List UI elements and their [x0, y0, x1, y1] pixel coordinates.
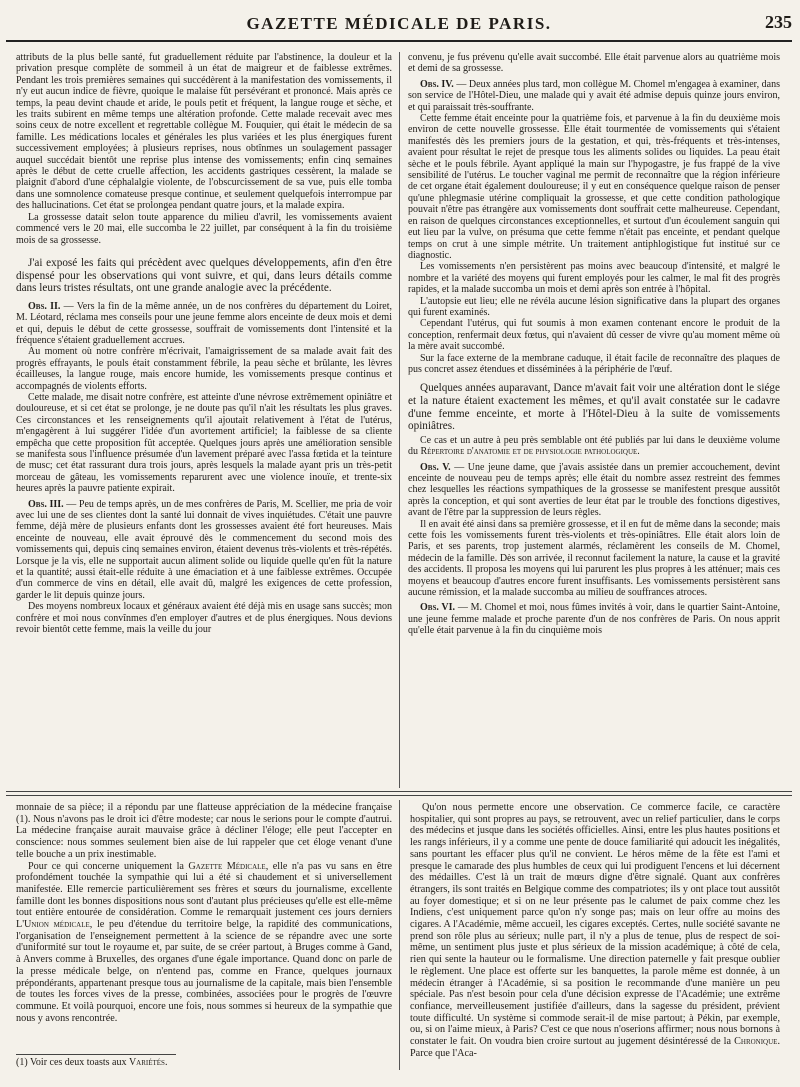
paragraph-text: Ce cas et un autre à peu près semblable ont été publiés par lui dans le deuxième volume du	[408, 434, 780, 458]
paragraph: Cette malade, me disait notre confrère, est atteinte d'une névrose extrêmement opiniâtre et douloureuse, et si cet état se prolonge, je ne doute pas qu'il n'ait les résultats les plus graves. Ces circonstances et les renseignements qu'il ajoutait relativement à l'état de l'utérus, m'engagèrent à lui suggérer l'idée d'un avortement artificiel; la faiblesse de sa cliente empêcha que cette proposition fût acceptée. Quelques jours après une amélioration sensible se manifesta sous l'influence présumée d'un lavement préparé avec l'assa fœtida et la teinture de musc; cet état rassurant dura trois jours, après lesquels la malade ayant pris un très-petit morceau de gâteau, les vomissements reparurent avec une violence inouïe, et trente-six heures après la pauvre patiente expirait.	[16, 391, 392, 495]
paragraph: Les vomissements n'en persistèrent pas moins avec beaucoup d'intensité, et malgré le nombre et la variété des moyens qui furent employés pour les calmer, le mal fit des progrès rapides, et la malade succomba un mois et demi après son entrée à l'hôpital.	[408, 261, 780, 296]
paragraph: L'autopsie eut lieu; elle ne révéla aucune lésion significative dans la plupart des organes qui furent examinés.	[408, 295, 780, 318]
paragraph: La grossesse datait selon toute apparence du milieu d'avril, les vomissements avaient commencé vers le 20 mai, elle succomba le 22 juillet, par conséquent à la fin du troisième mois de sa grossesse.	[16, 211, 392, 246]
observation-text: — Peu de temps après, un de mes confrères de Paris, M. Scellier, me pria de voir avec lui une de ses clientes dont la santé lui donnait de vives inquiétudes. C'était une pauvre femme, déjà mère de plusieurs enfants dont les grossesses avaient été fort heureuses. Mais enceinte de nouveau, elle avait éprouvé dès le commencement du second mois des vomissements qui, depuis cinq semaines environ, étaient devenus très-violents et très-répétés. Lorsque je la vis, elle ne supportait aucun aliment solide ou liquide quelle qu'en fût la nature et la quantité; aussi était-elle réduite à une émaciation et à une faiblesse extrêmes. Occupée d'un commerce de vins en détail, elle avait dû, malgré les exigences de cette profession, garder le lit depuis quinze jours.	[16, 498, 392, 601]
lead-paragraph: J'ai exposé les faits qui précèdent avec quelques développements, afin d'en être dispensé pour les observations qui vont suivre, et qui, dans leurs détails comme dans leurs tristes résultats, ont une grande analogie avec la précédente.	[16, 256, 392, 295]
paragraph: Cependant l'utérus, qui fut soumis à mon examen contenant encore le produit de la conception, renfermait deux fœtus, qui n'avaient dû cesser de vivre qu'au moment même où la mère avait succombé.	[408, 318, 780, 353]
observation-3	[16, 499, 392, 602]
journal-reference: Répertoire d'anatomie et de physiologie pathologique.	[420, 446, 640, 458]
paragraph: Sur la face externe de la membrane caduque, il était facile de reconnaître des plaques de pus concret assez étendues et disséminées à la périphérie de l'œuf.	[408, 352, 780, 375]
observation-text: — Vers la fin de la même année, un de nos confrères du département du Loiret, M. Léotard, réclama mes conseils pour une jeune femme alors enceinte de deux mois et demi et qui, depuis le début de cette grossesse, souffrait de vomissements dont l'intensité et la fréquence s'étaient graduellement accrues.	[16, 300, 392, 346]
footnote	[16, 1057, 386, 1068]
paragraph: Au moment où notre confrère m'écrivait, l'amaigrissement de sa malade avait fait des progrès effrayants, le pouls était constamment fébrile, la peau sèche et brûlante, les lèvres écailleuses, la langue rouge, mais encore humide, les vomissements presque continus et accompagnés de violents efforts.	[16, 346, 392, 392]
upper-left-column	[16, 52, 392, 790]
observation-5	[408, 462, 780, 519]
journal-title: GAZETTE MÉDICALE DE PARIS.	[246, 14, 552, 33]
page-header	[6, 10, 792, 42]
lower-left-column	[16, 802, 392, 1052]
paragraph	[16, 861, 392, 1025]
paragraph: attributs de la plus belle santé, fut graduellement réduite par l'abstinence, la douleur et la privation presque complète de sommeil à un état de maigreur et de faiblesse extrêmes. Pendant les trois premières semaines qui succédèrent à la manifestation des vomissements, il n'y eut aucun indice de fièvre, quoique le malaise fût persévérant et prononcé. Mais après ce temps, la peau devint chaude et aride, le pouls petit et fréquent, la langue rouge et sèche, et les traits subirent en même temps une altération profonde. Cette malade recevait avec mes soins ceux de notre excellent et regrettable collègue M. Fouquier, qui était le médecin de sa famille. Les médications locales et générales les plus variées et les plus énergiques furent successivement employées; à plusieurs reprises, nous obtînmes un soulagement passager auquel succédait bientôt une reprise plus intense des vomissements; enfin cinq semaines après le début de cette cruelle affection, les accidents gastriques cessèrent, la malade se plaignit d'abord d'une céphalalgie violente, de l'obscurcissement de sa vue, puis elle tomba dans une somnolence comateuse presque continue, et seulement quelquefois interrompue par des hallucinations. Cet état se prolongea pendant quatre jours, et la malade expira.	[16, 52, 392, 212]
section-divider	[6, 791, 792, 792]
paragraph: convenu, je fus prévenu qu'elle avait succombé. Elle était parvenue alors au quatrième mois et demi de sa grossesse.	[408, 52, 780, 75]
paragraph	[410, 802, 780, 1059]
footnote-text: (1) Voir ces deux toasts aux	[16, 1057, 127, 1068]
observation-text: — Deux années plus tard, mon collègue M. Chomel m'engagea à examiner, dans son service de l'Hôtel-Dieu, une malade qui y avait été admise depuis quinze jours environ, et qui paraissait très-souffrante.	[408, 78, 780, 113]
paragraph	[408, 435, 780, 458]
footnote-divider	[16, 1054, 176, 1055]
column-divider	[399, 800, 400, 1070]
observation-text: — M. Chomel et moi, nous fûmes invités à voir, dans le quartier Saint-Antoine, une jeune femme malade et proche parente d'un de nos confrères de Paris. On nous apprit qu'elle était parvenue à la fin du cinquième mois	[408, 602, 780, 637]
upper-right-column	[408, 52, 780, 790]
page-number: 235	[765, 12, 792, 32]
observation-label: Obs. VI.	[420, 602, 456, 614]
column-divider	[399, 52, 400, 788]
footnote-reference: Variétés.	[128, 1057, 168, 1068]
paragraph: monnaie de sa pièce; il a répondu par une flatteuse appréciation de la médecine française (1). Nous n'avons pas le droit ici d'être modeste; car nous le serions pour le compte d'autrui. La médecine française aurait mauvaise grâce à décliner l'éloge; elle peut l'accepter en conscience: nous sommes seulement bien aise de lui rappeler que cet éloge venant d'une telle bouche a un prix inestimable.	[16, 802, 392, 860]
paragraph: Des moyens nombreux locaux et généraux avaient été déjà mis en usage sans succès; mon confrère et moi nous convînmes d'en employer d'autres et de plus énergiques. Nous devions revoir bientôt cette femme, mais la veille du jour	[16, 601, 392, 636]
paragraph-text: , le peu d'étendue du territoire belge, la rapidité des communications, l'organisation de l'enseignement permettent à la science de se répandre avec une sorte d'uniformité sur tout le royaume et, par suite, de se créer partout, à Bruges comme à Gand, à Anvers comme à Bruxelles, des organes d'une égale importance. Quand donc on parle de la presse médicale belge, on n'entend pas, comme en France, quelques journaux prépondérants, appartenant presque tous au journalisme de la capitale, mais bien l'ensemble de toutes les forces vives de la presse, combinées, associées pour le progrès de l'œuvre commune. Et voilà pourquoi, encore une fois, nous sommes si heureux de la sympathie que nous y avons rencontrée.	[16, 919, 392, 1024]
observation-6	[408, 602, 780, 636]
lower-right-column	[410, 802, 780, 1080]
journal-reference: Gazette Médicale	[188, 860, 266, 872]
paragraph: Cette femme était enceinte pour la quatrième fois, et parvenue à la fin du deuxième mois environ de cette nouvelle grossesse. Elle était tourmentée de vomissements qui s'étaient manifestés dès les premiers jours de la gestation, et qui, très-fréquents et très-intenses, avaient pour résultat le rejet de presque tous les aliments solides ou liquides. La peau était sèche et le pouls fébrile. Ayant appliqué la main sur l'hypogastre, je fus frappé de la vive sensibilité de l'utérus. Le toucher vaginal me permit de reconnaître que la région inférieure de cet organe était également douloureuse; il y eut en conséquence quelque raison de penser qu'une phlegmasie utérine compliquait la grossesse, et que cette condition pathologique pouvait n'être pas étrangère aux vomissements dont souffrait cette malheureuse. Cependant, en raison de quelques circonstances exceptionnelles, et surtout d'un écoulement sanguin qui eut lieu par la vulve, on présuma que cette femme n'était pas enceinte, et pendant quelque temps on crut à une simple métrite. Un traitement antiphlogistique fut institué sur ce diagnostic.	[408, 113, 780, 261]
paragraph: Il en avait été ainsi dans sa première grossesse, et il en fut de même dans la seconde; mais cette fois les vomissements furent très-violents et très-opiniâtres. Elle était alors loin de Paris, et ses parents, trop justement alarmés, réclamèrent les conseils de M. Chomel, médecin de la famille. Dès son arrivée, il reconnut facilement la nature, la cause et la gravité des accidents. Il proposa les moyens qui lui parurent les plus propres à les atténuer; mais ces moyens et beaucoup d'autres encore furent insuffisants. Les vomissements persistèrent sans aucune rémission, et la malade succomba au milieu de souffrances atroces.	[408, 518, 780, 599]
observation-text: — Une jeune dame, que j'avais assistée dans un premier accouchement, devint enceinte de nouveau peu de temps après; elle était du nombre assez restreint des femmes chez lesquelles les réactions sympathiques de la grossesse se manifestent presque aussitôt après la conception, et qui sont averties de leur état par le trouble des fonctions digestives, avant de l'être par la suppression de leurs règles.	[408, 461, 780, 519]
observation-label: Obs. V.	[420, 461, 451, 473]
observation-4	[408, 79, 780, 113]
paragraph-text: . Parce que l'Aca-	[410, 1036, 780, 1059]
section-divider	[6, 795, 792, 796]
paragraph-text: , elle n'a pas vu sans en être profondément touchée la sympathie qui lui a été si chaudement et si universellement manifestée. Elle remercie particulièrement ses frères et sœurs du journalisme, excellente famille dont les bonnes dispositions nous sont d'autant plus précieuses qu'elle est elle-même tout entière entourée de considération. Comme le remarquait justement ces jours derniers	[16, 860, 392, 919]
journal-reference: Chronique	[734, 1036, 778, 1048]
lead-paragraph: Quelques années auparavant, Dance m'avait fait voir une altération dont le siége et la nature étaient exactement les mêmes, et qu'il avait constatée sur le cadavre d'une femme enceinte, et morte à l'Hôtel-Dieu à la suite de vomissements opiniâtres.	[408, 382, 780, 433]
paragraph-text: Pour ce qui concerne uniquement la	[28, 860, 184, 872]
observation-label: Obs. III.	[28, 498, 64, 510]
paragraph-text: Qu'on nous permette encore une observation. Ce commerce facile, ce caractère hospitalier, qui sont propres au pays, se retrouvent, avec un relief particulier, dans le corps des médecins et jusque dans les sociétés officielles. Ainsi, entre les plus hautes positions et les rangs inférieurs, il y a comme une pente de douce familiarité qui adoucit les inégalités, sans pourtant les effacer plus qu'il ne convient. Le héros même de la fête est l'ami et presque le camarade des plus humbles de ceux qui lui prodiguent l'encens et lui décernent des médailles. C'est là un trait de mœurs digne d'être signalé. Quant aux confrères étrangers, ils sont traités en Belgique comme des compatriotes; ils y ont place tout aussitôt au foyer domestique; et si on ne leur présente pas le calumet de paix comme chez les Indiens, c'est uniquement parce qu'on n'y songe pas; mais on leur offre au moins des cigares. A l'Académie, même accueil, les cigares exceptés. Certes, nulle société savante ne prend son rôle plus au sérieux; nulle part, il n'y a plus de tenue, plus de respect de soi-même, un sentiment plus juste et plus sérieux de la mission académique; à côté de cela, rien qui sente la hauteur ou le formalisme. Une direction paternelle y fait presque oublier le règlement. Une place est offerte sur les banquettes, la parole même est donnée, à un médecin étranger à l'Académie, si sa position le recommande d'une manière un peu spéciale. Pas n'est besoin pour cela d'une décision expresse de l'Académie; une extrême confiance, merveilleusement justifiée d'ailleurs, dans la sagesse du président, prévient toute difficulté. Un système si commode serait-il de mise partout; à Pékin, par exemple, ou, si on l'aime mieux, à Paris? C'est ce que nous n'oserions affirmer; nous nous bornons à constater le fait. On voudra bien croire surtout au jugement désintéressé de la	[410, 802, 780, 1048]
observation-2	[16, 301, 392, 347]
observation-label: Obs. II.	[28, 300, 61, 312]
observation-label: Obs. IV.	[420, 78, 454, 90]
journal-reference: L'Union médicale	[16, 919, 90, 931]
